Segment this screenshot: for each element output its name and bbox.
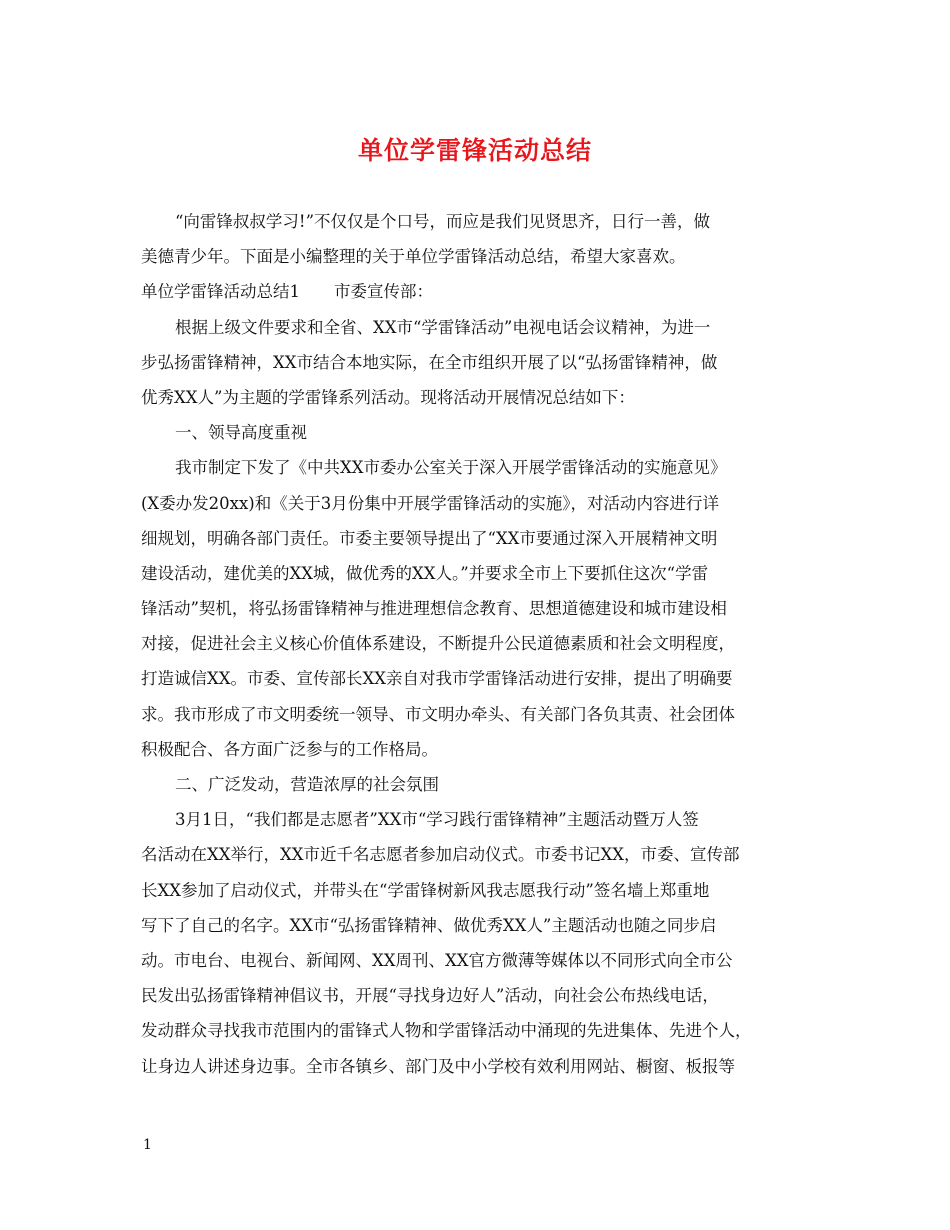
paragraph-line: 美德青少年。下面是小编整理的关于单位学雷锋活动总结，希望大家喜欢。 — [141, 247, 686, 267]
paragraph-line: 细规划，明确各部门责任。市委主要领导提出了“XX市要通过深入开展精神文明 — [141, 528, 718, 548]
subheading: 二、广泛发动，营造浓厚的社会氛围 — [175, 775, 439, 794]
paragraph-line: 名活动在XX举行，XX市近千名志愿者参加启动仪式。市委书记XX，市委、宣传部 — [141, 845, 740, 865]
paragraph-line: 根据上级文件要求和全省、XX市“学雷锋活动”电视电话会议精神，为进一 — [175, 317, 711, 337]
paragraph-line: 民发出弘扬雷锋精神倡议书，开展“寻找身边好人”活动，向社会公布热线电话， — [141, 986, 719, 1006]
section-heading — [141, 274, 821, 309]
subheading: 一、领导高度重视 — [175, 423, 307, 443]
paragraph-line: 写下了自己的名字。XX市“弘扬雷锋精神、做优秀XX人”主题活动也随之同步启 — [141, 915, 717, 935]
paragraph-line: 动。市电台、电视台、新闻网、XX周刊、XX官方微薄等媒体以不同形式向全市公 — [141, 950, 733, 970]
paragraph-line: 步弘扬雷锋精神，XX市结合本地实际，在全市组织开展了以“弘扬雷锋精神，做 — [141, 352, 718, 372]
paragraph-line: 长XX参加了启动仪式，并带头在“学雷锋树新风我志愿我行动”签名墙上郑重地 — [141, 880, 710, 900]
paragraph-line: 我市制定下发了《中共XX市委办公室关于深入开展学雷锋活动的实施意见》 — [175, 458, 727, 478]
section-heading-title: 单位学雷锋活动总结1 — [141, 282, 300, 302]
document-title: 单位学雷锋活动总结 — [357, 136, 592, 165]
paragraph-line: 积极配合、各方面广泛参与的工作格局。 — [141, 739, 438, 759]
paragraph-line: 建设活动，建优美的XX城，做优秀的XX人。”并要求全市上下要抓住这次“学雷 — [141, 563, 709, 583]
paragraph-line: 求。我市形成了市文明委统一领导、市文明办牵头、有关部门各负其责、社会团体 — [141, 704, 735, 724]
section-heading-recipient: 市委宣传部： — [334, 282, 433, 302]
paragraph-line: 让身边人讲述身边事。全市各镇乡、部门及中小学校有效利用网站、橱窗、板报等 — [141, 1056, 735, 1076]
paragraph-line: “向雷锋叔叔学习!”不仅仅是个口号，而应是我们见贤思齐，日行一善，做 — [175, 212, 711, 231]
page-number: 1 — [143, 1137, 152, 1153]
paragraph-line: 打造诚信XX。市委、宣传部长XX亲自对我市学雷锋活动进行安排，提出了明确要 — [141, 669, 733, 689]
paragraph-line: 优秀XX人”为主题的学雷锋系列活动。现将活动开展情况总结如下： — [141, 387, 635, 407]
paragraph-line: 3月1日，“我们都是志愿者”XX市“学习践行雷锋精神”主题活动暨万人签 — [175, 810, 699, 830]
document-body — [141, 204, 821, 1084]
paragraph-line: 对接，促进社会主义核心价值体系建设，不断提升公民道德素质和社会文明程度， — [141, 634, 735, 654]
paragraph-line: (X委办发20xx)和《关于3月份集中开展学雷锋活动的实施》，对活动内容进行详 — [141, 493, 719, 513]
paragraph-line: 发动群众寻找我市范围内的雷锋式人物和学雷锋活动中涌现的先进集体、先进个人， — [141, 1021, 752, 1041]
paragraph-line: 锋活动”契机，将弘扬雷锋精神与推进理想信念教育、思想道德建设和城市建设相 — [141, 599, 727, 619]
